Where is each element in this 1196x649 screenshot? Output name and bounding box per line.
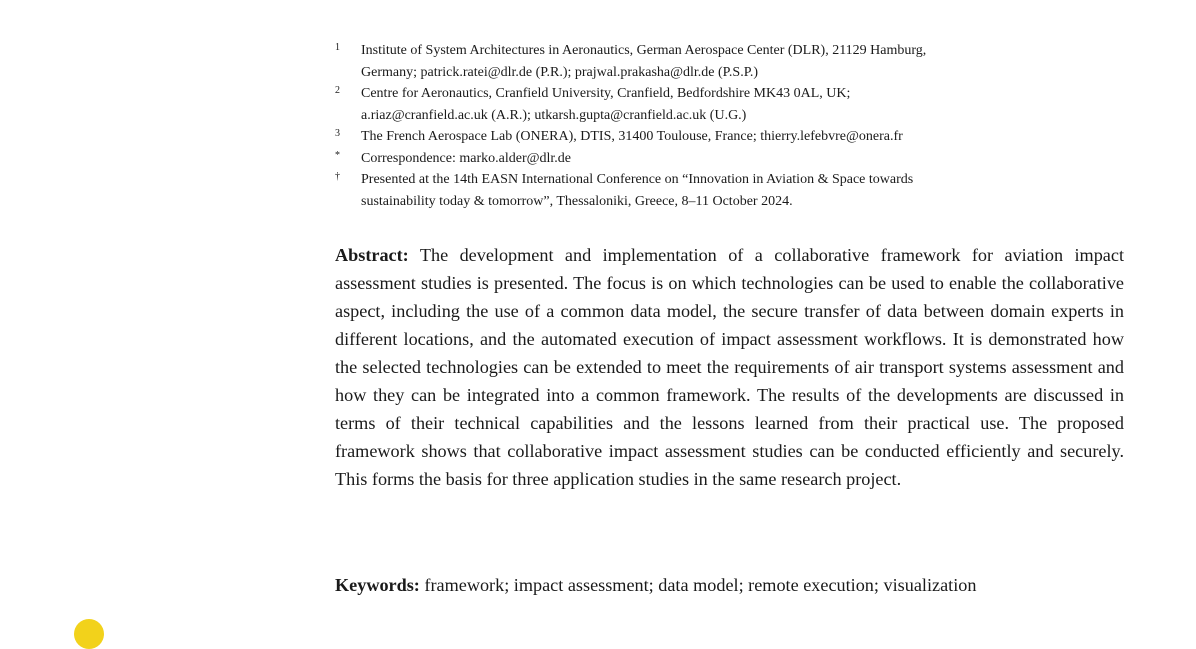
affiliation-line: Institute of System Architectures in Aeronautics, German Aerospace Center (DLR), 21129 Hamburg, — [361, 43, 927, 58]
abstract-label: Abstract: — [335, 245, 409, 265]
affiliation-mark: 1 — [335, 42, 340, 53]
affiliation-line: Germany; patrick.ratei@dlr.de (P.R.); prajwal.prakasha@dlr.de (P.S.P.) — [361, 64, 759, 80]
affiliation-line: The French Aerospace Lab (ONERA), DTIS, 31400 Toulouse, France; thierry.lefebvre@onera.fr — [361, 129, 903, 144]
presented-line: sustainability today & tomorrow”, Thessaloniki, Greece, 8–11 October 2024. — [361, 193, 793, 209]
logo-icon — [74, 619, 104, 649]
abstract — [335, 241, 1124, 493]
affiliation-line: Centre for Aeronautics, Cranfield University, Cranfield, Bedfordshire MK43 0AL, UK; — [361, 86, 851, 101]
affiliation-mark: 2 — [335, 85, 340, 96]
keywords — [335, 571, 1135, 599]
affiliation-2 — [335, 83, 1095, 126]
affiliation-1 — [335, 40, 1095, 83]
affiliation-mark: * — [335, 149, 340, 161]
abstract-text: The development and implementation of a collaborative framework for aviation impact assessment studies is presented. The focus is on which technologies can be used to enable the collaborative aspect, including the use of a common data model, the secure transfer of data between domain experts in different locations, and the automated execution of impact assessment workflows. It is demonstrated how the selected technologies can be extended to meet the requirements of air transport systems assessment and how they can be integrated into a common framework. The results of the developments are discussed in terms of their technical capabilities and the lessons learned from their practical use. The proposed framework shows that collaborative impact assessment studies can be conducted efficiently and securely. This forms the basis for three application studies in the same research project. — [335, 245, 1124, 489]
keywords-text: framework; impact assessment; data model; remote execution; visualization — [424, 575, 977, 595]
affiliation-line: a.riaz@cranfield.ac.uk (A.R.); utkarsh.gupta@cranfield.ac.uk (U.G.) — [361, 107, 747, 123]
correspondence-line: Correspondence: marko.alder@dlr.de — [361, 150, 571, 166]
affiliations — [335, 40, 1095, 212]
affiliation-mark: † — [335, 171, 340, 182]
affiliation-mark: 3 — [335, 128, 340, 139]
correspondence — [335, 148, 1095, 170]
presented-note — [335, 169, 1095, 212]
keywords-label: Keywords: — [335, 575, 420, 595]
affiliation-3 — [335, 126, 1095, 148]
presented-line: Presented at the 14th EASN International Conference on “Innovation in Aviation & Space towards — [361, 172, 914, 187]
